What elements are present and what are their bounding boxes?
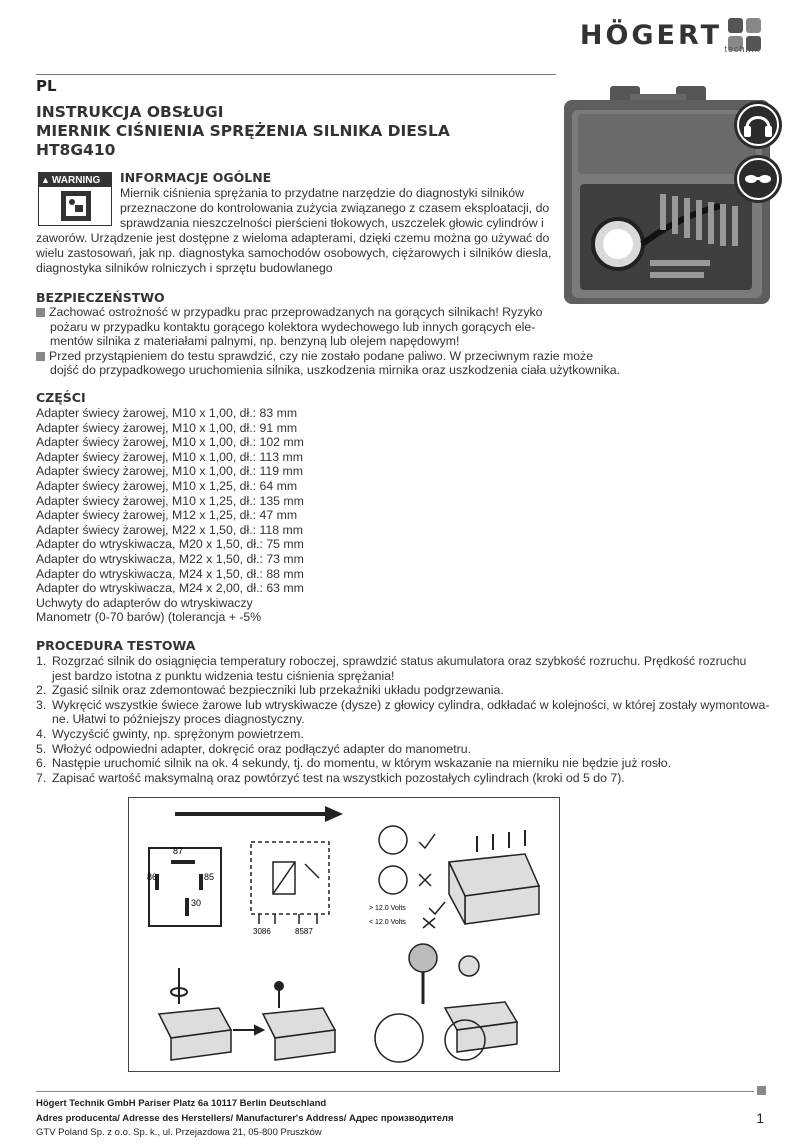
part-item: Adapter świecy żarowej, M10 x 1,25, dł.: 135 mm xyxy=(36,493,304,508)
general-line: przeznaczone do kontrolowania zużycia związanego z czasem eksploatacji, do xyxy=(120,201,550,215)
part-item: Adapter świecy żarowej, M10 x 1,00, dł.: 113 mm xyxy=(36,449,304,464)
part-item: Adapter świecy żarowej, M12 x 1,25, dł.: 47 mm xyxy=(36,508,298,523)
part-item: Adapter świecy żarowej, M10 x 1,25, dł.: 64 mm xyxy=(36,478,298,493)
step-text: Wyczyścić gwinty, np. sprężonym powietrzem. xyxy=(52,726,304,741)
pin-label-right: 8587 xyxy=(295,927,313,936)
relay-terminal-85: 85 xyxy=(204,872,215,882)
procedure-illustration xyxy=(128,797,560,1072)
relay-schematic xyxy=(251,842,329,924)
ear-protection-icon xyxy=(733,100,783,150)
step-number: 4. xyxy=(36,726,47,741)
step-number: 3. xyxy=(36,697,47,712)
gauge-illustration xyxy=(375,944,517,1062)
step-text: Rozgrzać silnik do osiągnięcia temperatury roboczej, sprawdzić status akumulatora oraz szybkość rozruchu. Prędkość rozruchu xyxy=(52,654,747,668)
part-item: Adapter do wtryskiwacza, M24 x 2,00, dł.: 63 mm xyxy=(36,581,304,596)
step-number: 6. xyxy=(36,756,47,771)
step-text: Zgasić silnik oraz zdemontować bezpieczniki lub przekaźniki układu podgrzewania. xyxy=(52,683,504,698)
general-line: zaworów. Urządzenie jest dostępne z wieloma adapterami, dzięki czemu można go używać do xyxy=(36,231,550,245)
safety-text: Zachować ostrożność w przypadku prac przeprowadzanych na gorących silnikach! Ryzyko xyxy=(49,305,543,319)
warning-label: WARNING xyxy=(51,174,101,186)
general-line: diagnostyka silników rolniczych i sprzętu budowlanego xyxy=(36,261,333,275)
part-item: Adapter świecy żarowej, M22 x 1,50, dł.: 118 mm xyxy=(36,522,304,537)
parts-list xyxy=(36,406,304,625)
part-item: Adapter do wtryskiwacza, M20 x 1,50, dł.: 75 mm xyxy=(36,537,304,552)
step-number: 1. xyxy=(36,654,47,668)
step-text: Włożyć odpowiedni adapter, dokręcić oraz podłączyć adapter do manometru. xyxy=(52,741,472,756)
header-rule xyxy=(36,74,556,75)
general-heading: INFORMACJE OGÓLNE xyxy=(120,170,272,185)
step-text: ne. Ułatwi to późniejszy proces diagnostyczny. xyxy=(52,712,305,727)
safety-text: Przed przystąpieniem do testu sprawdzić, czy nie zostało podane paliwo. W przeciwnym razie może xyxy=(49,348,594,363)
step-number: 5. xyxy=(36,741,47,756)
part-item: Adapter świecy żarowej, M10 x 1,00, dł.: 83 mm xyxy=(36,406,298,420)
relay-terminal-30: 30 xyxy=(191,898,202,908)
general-line: Miernik ciśnienia sprężania to przydatne narzędzie do diagnostyki silników xyxy=(120,186,524,200)
part-item: Adapter do wtryskiwacza, M22 x 1,50, dł.: 73 mm xyxy=(36,551,304,566)
voltage-low-label: < 12.0 Volts xyxy=(369,919,406,926)
safety-heading: BEZPIECZEŃSTWO xyxy=(36,290,165,305)
part-item: Uchwyty do adapterów do wtryskiwaczy xyxy=(36,595,253,610)
part-item: Adapter świecy żarowej, M10 x 1,00, dł.: 119 mm xyxy=(36,464,304,479)
relay-diagram xyxy=(149,848,221,926)
arrow-right-icon xyxy=(175,806,343,822)
title-line: INSTRUKCJA OBSŁUGI xyxy=(36,103,224,121)
temperature-check xyxy=(379,826,445,928)
relay-terminal-86: 86 xyxy=(147,872,158,882)
step-text: Zapisać wartość maksymalną oraz powtórzyć test na wszystkich pozostałych cylindrach (kroki od 5 do 7). xyxy=(52,770,625,785)
procedure-heading: PROCEDURA TESTOWA xyxy=(36,638,196,653)
language-code: PL xyxy=(36,77,57,95)
title-line: MIERNIK CIŚNIENIA SPRĘŻENIA SILNIKA DIESLA xyxy=(36,122,450,140)
part-item: Adapter do wtryskiwacza, M24 x 1,50, dł.: 88 mm xyxy=(36,566,304,581)
brand-name: HÖGERT xyxy=(579,19,722,51)
pin-label-left: 3086 xyxy=(253,927,271,936)
step-number: 2. xyxy=(36,683,47,698)
relay-terminal-87: 87 xyxy=(173,846,184,856)
safety-text: pożaru w przypadku kontaktu gorącego kolektora wydechowego lub innych gorących ele- xyxy=(50,319,536,334)
warning-triangle-icon: ▲ xyxy=(41,175,50,185)
engine-adapter-step xyxy=(159,1008,335,1060)
part-item: Adapter świecy żarowej, M10 x 1,00, dł.: 91 mm xyxy=(36,420,298,435)
step-text: Następie uruchomić silnik na ok. 4 sekundy, tj. do momentu, w którym wskazanie na mierniku nie będzie już rosło. xyxy=(52,756,671,771)
bullet-icon xyxy=(36,308,45,317)
part-item: Adapter świecy żarowej, M10 x 1,00, dł.: 102 mm xyxy=(36,435,304,450)
glow-plug-arrows xyxy=(477,830,525,852)
step-text: Wykręcić wszystkie świece żarowe lub wtryskiwacze (dysze) z głowicy cylindra, odkładać w kolejności, w której zostały wymontowa- xyxy=(52,697,770,712)
title-line: HT8G410 xyxy=(36,141,116,159)
brand-sub: technik xyxy=(724,44,760,54)
footer-company: Högert Technik GmbH Pariser Platz 6a 10117 Berlin Deutschland xyxy=(36,1098,327,1109)
parts-heading: CZĘŚCI xyxy=(36,390,86,405)
step-number: 7. xyxy=(36,770,47,785)
page-title xyxy=(36,103,450,160)
warning-header xyxy=(39,173,111,187)
eye-protection-icon xyxy=(733,154,783,204)
general-line: wielu zastosowań, jak np. diagnostyka samochodów osobowych, ciężarowych i silników diesla, xyxy=(36,246,552,260)
procedure-list xyxy=(36,654,769,785)
step-text: jest bardzo istotna z punktu widzenia testu ciśnienia sprężania! xyxy=(52,668,395,683)
safety-text: mentów silnika z materiałami palnymi, np. benzyną lub olejem napędowym! xyxy=(50,334,460,349)
safety-text: dojść do przypadkowego uruchomienia silnika, uszkodzenia mirnika oraz uszkodzenia ciała użytkownika. xyxy=(50,363,621,378)
bullet-icon xyxy=(36,352,45,361)
general-line: sprawdzania nieszczelności pierścieni tłokowych, uszczelek głowic cylindrów i xyxy=(120,216,544,230)
safety-item xyxy=(36,305,620,378)
read-manual-icon xyxy=(39,187,111,225)
footer-rule xyxy=(36,1091,754,1092)
page-number: 1 xyxy=(756,1110,764,1126)
voltage-high-label: > 12.0 Volts xyxy=(369,905,406,912)
footer-address: GTV Poland Sp. z o.o. Sp. k., ul. Przejazdowa 21, 05-800 Pruszków xyxy=(36,1127,322,1138)
footer-address-label: Adres producenta/ Adresse des Herstellers/ Manufacturer's Address/ Адрес производителя xyxy=(36,1113,454,1124)
footer-square-icon xyxy=(757,1086,766,1095)
part-item: Manometr (0-70 barów) (tolerancja + -5% xyxy=(36,610,262,625)
engine-block-illustration xyxy=(449,854,539,924)
warning-box xyxy=(38,172,112,226)
